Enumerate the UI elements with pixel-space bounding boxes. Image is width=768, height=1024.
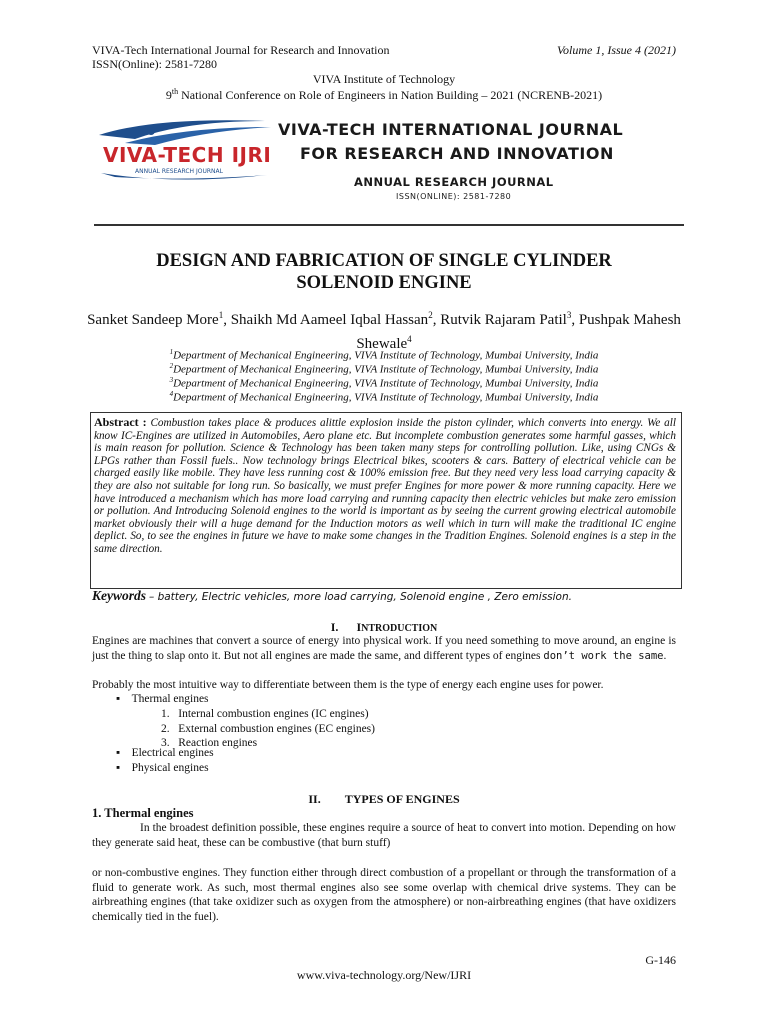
- paper-title-line2: SOLENOID ENGINE: [296, 273, 472, 293]
- page-number: G-146: [645, 953, 676, 967]
- header-conference: 9th National Conference on Role of Engineers in Nation Building – 2021 (NCRENB-2021): [165, 87, 603, 102]
- affiliation-4: $^4$Department of Mechanical Engineering, VIVA Institute of Technology, Mumbai University, India: [169, 390, 599, 404]
- journal-annual: ANNUAL RESEARCH JOURNAL: [354, 175, 554, 189]
- list-item: ▪ Thermal engines: [116, 693, 209, 705]
- section-1-para-2: Probably the most intuitive way to differentiate between them is the type of energy each engine uses for power.: [92, 679, 604, 691]
- list-item: 1. Internal combustion engines (IC engines): [161, 708, 369, 720]
- header-volume: Volume 1, Issue 4 (2021): [557, 43, 676, 57]
- journal-issn: ISSN(ONLINE): 2581-7280: [396, 192, 512, 201]
- list-item: 2. External combustion engines (EC engines): [161, 723, 375, 735]
- header-institute: VIVA Institute of Technology: [312, 72, 456, 86]
- abstract-text: Abstract : Combustion takes place & produces alittle explosion inside the piston cylinder, which converts into energy. We all know IC-Engines are utilized in Automobiles, Aero plane etc. But incomplete combustion generates some harmful gasses, which is main reason for pollution. Science & Technology has been taken many steps for controlling pollution. Like, using CNGs & LPGs rather than Fossil fuels.. Now technology brings Electrical bikes, scooters & cars. Battery of electrical vehicle can be charged easily like mobile. They have less running cost & 100% emission free. But they need very less load carrying capacity & they are also not suitable for long run. So basically, we must prefer Engines for more power & more running capacity. Here we have introduced a mechanism which has more load carrying and running capacity then electric vehicles but make zero emission or pollution. And Introducing Solenoid engines to the world is important as by seeing the current growing electrical automobile market obviously their will a huge demand for the Induction motors as well which in turn will make the traditional IC engine deplict. So, to see the engines in future we have to make some changes in the Tradition Engines. Solenoid engines is a step in the same direction.: [94, 415, 676, 555]
- journal-logo: [95, 113, 273, 189]
- header-issn: ISSN(Online): 2581-7280: [92, 57, 217, 71]
- paper-title-line1: DESIGN AND FABRICATION OF SINGLE CYLINDER: [156, 251, 612, 271]
- logo-subtitle: ANNUAL RESEARCH JOURNAL: [135, 168, 223, 175]
- section-1-heading: I. INTRODUCTION: [330, 620, 438, 634]
- sub-heading-thermal: 1. Thermal engines: [92, 806, 194, 820]
- journal-title-line2: FOR RESEARCH AND INNOVATION: [300, 144, 614, 163]
- footer-url: www.viva-technology.org/New/IJRI: [296, 968, 472, 982]
- list-item: 3. Reaction engines: [161, 737, 258, 749]
- header-divider: [94, 224, 684, 226]
- logo-name: VIVA-TECH IJRI: [103, 143, 272, 167]
- list-item: ▪ Physical engines: [116, 762, 209, 774]
- list-item: ▪ Electrical engines: [116, 747, 214, 759]
- paper-authors: Sanket Sandeep More$^1$, Shaikh Md Aameel Iqbal Hassan$^2$, Rutvik Rajaram Patil$^3$, Pushpak Mahesh Shewale$^4$: [87, 310, 681, 352]
- section-2-para-2: or non-combustive engines. They function either through direct combustion of a propellant or through the transformation of a fluid to generate work. As such, most thermal engines also see some overlap with chemical drive systems. They can be airbreathing engines (that take oxidizer such as oxygen from the atmosphere) or non-airbreathing engines (that have oxidizers chemically tied in the fuel).: [92, 867, 676, 924]
- affiliation-3: $^3$Department of Mechanical Engineering, VIVA Institute of Technology, Mumbai University, India: [169, 376, 599, 390]
- header-journal: VIVA-Tech International Journal for Research and Innovation: [92, 43, 390, 57]
- keywords: Keywords – battery, Electric vehicles, more load carrying, Solenoid engine , Zero emission.: [92, 588, 572, 603]
- journal-title-line1: VIVA-TECH INTERNATIONAL JOURNAL: [278, 120, 624, 139]
- section-1-para-1: Engines are machines that convert a source of energy into physical work. If you need something to move around, an engine is just the thing to slap onto it. But not all engines are made the same, and different types of engines don’t work the same.: [92, 635, 676, 662]
- affiliation-2: $^2$Department of Mechanical Engineering, VIVA Institute of Technology, Mumbai University, India: [169, 362, 599, 376]
- affiliation-1: $^1$Department of Mechanical Engineering, VIVA Institute of Technology, Mumbai University, India: [169, 348, 599, 362]
- section-2-para-1: In the broadest definition possible, these engines require a source of heat to convert into motion. Depending on how they generate said heat, these can be combustive (that burn stuff): [92, 822, 676, 849]
- section-2-heading: II. TYPES OF ENGINES: [308, 792, 460, 806]
